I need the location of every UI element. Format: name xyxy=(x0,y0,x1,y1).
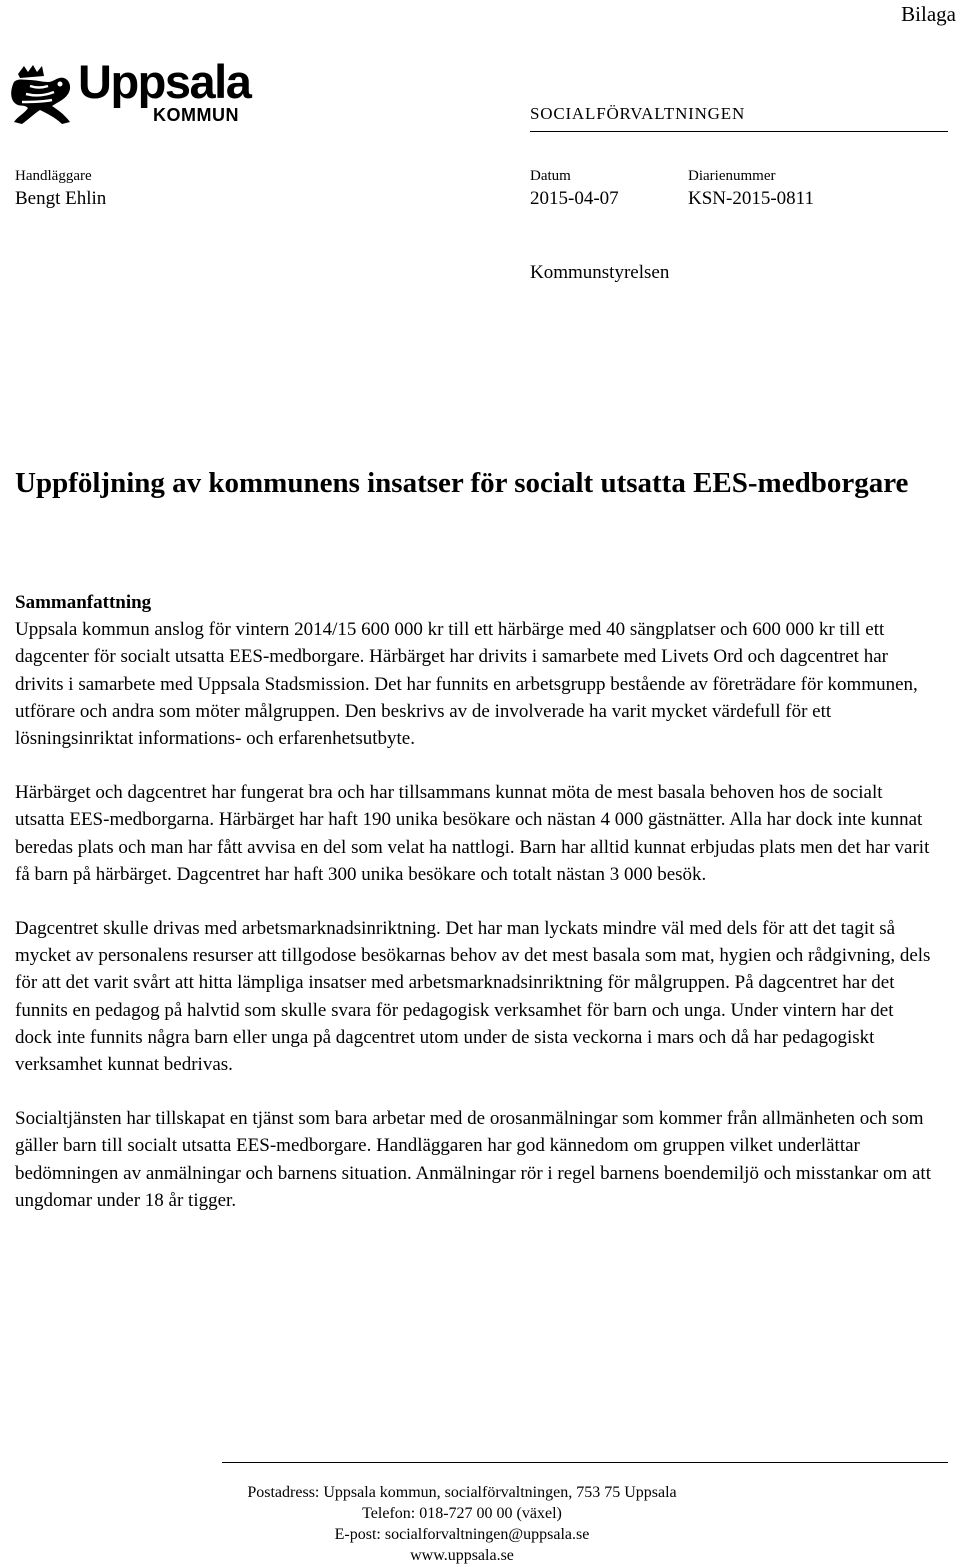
datum-value: 2015-04-07 xyxy=(530,188,619,209)
footer xyxy=(180,1482,744,1566)
logo-name-text: Uppsala xyxy=(78,55,251,108)
document-title: Uppföljning av kommunens insatser för socialt utsatta EES-medborgare xyxy=(15,467,909,499)
recipient: Kommunstyrelsen xyxy=(530,262,670,283)
diarienummer-label: Diarienummer xyxy=(688,168,776,184)
body-paragraph: Härbärget och dagcentret har fungerat bra och har tillsammans kunnat möta de mest basala behoven hos de socialt utsatta EES-medborgarna. Härbärget har haft 190 unika besökare och nästan 4 000 gästnätter. Alla har dock inte kunnat beredas plats och man har fått avvisa en del som velat ha nattlogi. Barn har alltid kunnat erbjudas plats men det har varit få barn på härbärget. Dagcentret har haft 300 unika besökare och totalt nästan 3 000 besök. xyxy=(15,782,930,885)
document-body xyxy=(15,589,935,1241)
uppsala-kommun-logo xyxy=(8,55,260,128)
department-name: SOCIALFÖRVALTNINGEN xyxy=(530,104,746,123)
logo-sub-text: KOMMUN xyxy=(153,105,239,125)
footer-email: E-post: socialforvaltningen@uppsala.se xyxy=(334,1526,590,1543)
summary-heading: Sammanfattning xyxy=(15,592,152,613)
handlaggare-value: Bengt Ehlin xyxy=(15,188,107,209)
footer-web: www.uppsala.se xyxy=(410,1547,514,1564)
datum-label: Datum xyxy=(530,168,571,184)
footer-phone: Telefon: 018-727 00 00 (växel) xyxy=(362,1505,562,1522)
footer-address: Postadress: Uppsala kommun, socialförvaltningen, 753 75 Uppsala xyxy=(247,1484,677,1501)
body-paragraph: Dagcentret skulle drivas med arbetsmarknadsinriktning. Det har man lyckats mindre väl med dels för att det tagit så mycket av personalens resurser att tillgodose besökarnas behov av det mest basala som mat, hygien och rådgivning, dels för att det varit svårt att hitta lämpliga insatser med arbetsmarknadsinriktning för målgruppen. På dagcentret har det funnits en pedagog på halvtid som skulle svara för pedagogisk verksamhet för barn och unga. Under vintern har det dock inte funnits några barn eller unga på dagcentret utom under de sista veckorna i mars och då har pedagogiskt verksamhet kunnat bedrivas. xyxy=(15,918,931,1076)
diarienummer-value: KSN-2015-0811 xyxy=(688,188,814,209)
header-divider xyxy=(530,131,948,132)
handlaggare-label: Handläggare xyxy=(15,168,92,184)
body-paragraph: Uppsala kommun anslog för vintern 2014/15 600 000 kr till ett härbärge med 40 sängplatser och 600 000 kr till ett dagcenter för socialt utsatta EES-medborgare. Härbärget har drivits i samarbete med Livets Ord och dagcentret har drivits i samarbete med Uppsala Stadsmission. Det har funnits en arbetsgrupp bestående av företrädare för kommunen, utförare och andra som möter målgruppen. Den beskrivs av de involverade ha varit mycket värdefull för ett lösningsinriktat informations- och erfarenhetsutbyte. xyxy=(15,619,918,750)
body-paragraph: Socialtjänsten har tillskapat en tjänst som bara arbetar med de orosanmälningar som kommer från allmänheten och som gäller barn till socialt utsatta EES-medborgare. Handläggaren har god kännedom om gruppen vilket underlättar bedömningen av anmälningar och barnens situation. Anmälningar rör i regel barnens boendemiljö och misstankar om att ungdomar under 18 år tigger. xyxy=(15,1108,931,1211)
footer-divider xyxy=(222,1462,948,1463)
lion-emblem-icon xyxy=(8,64,78,126)
bilaga-label: Bilaga xyxy=(901,2,956,26)
